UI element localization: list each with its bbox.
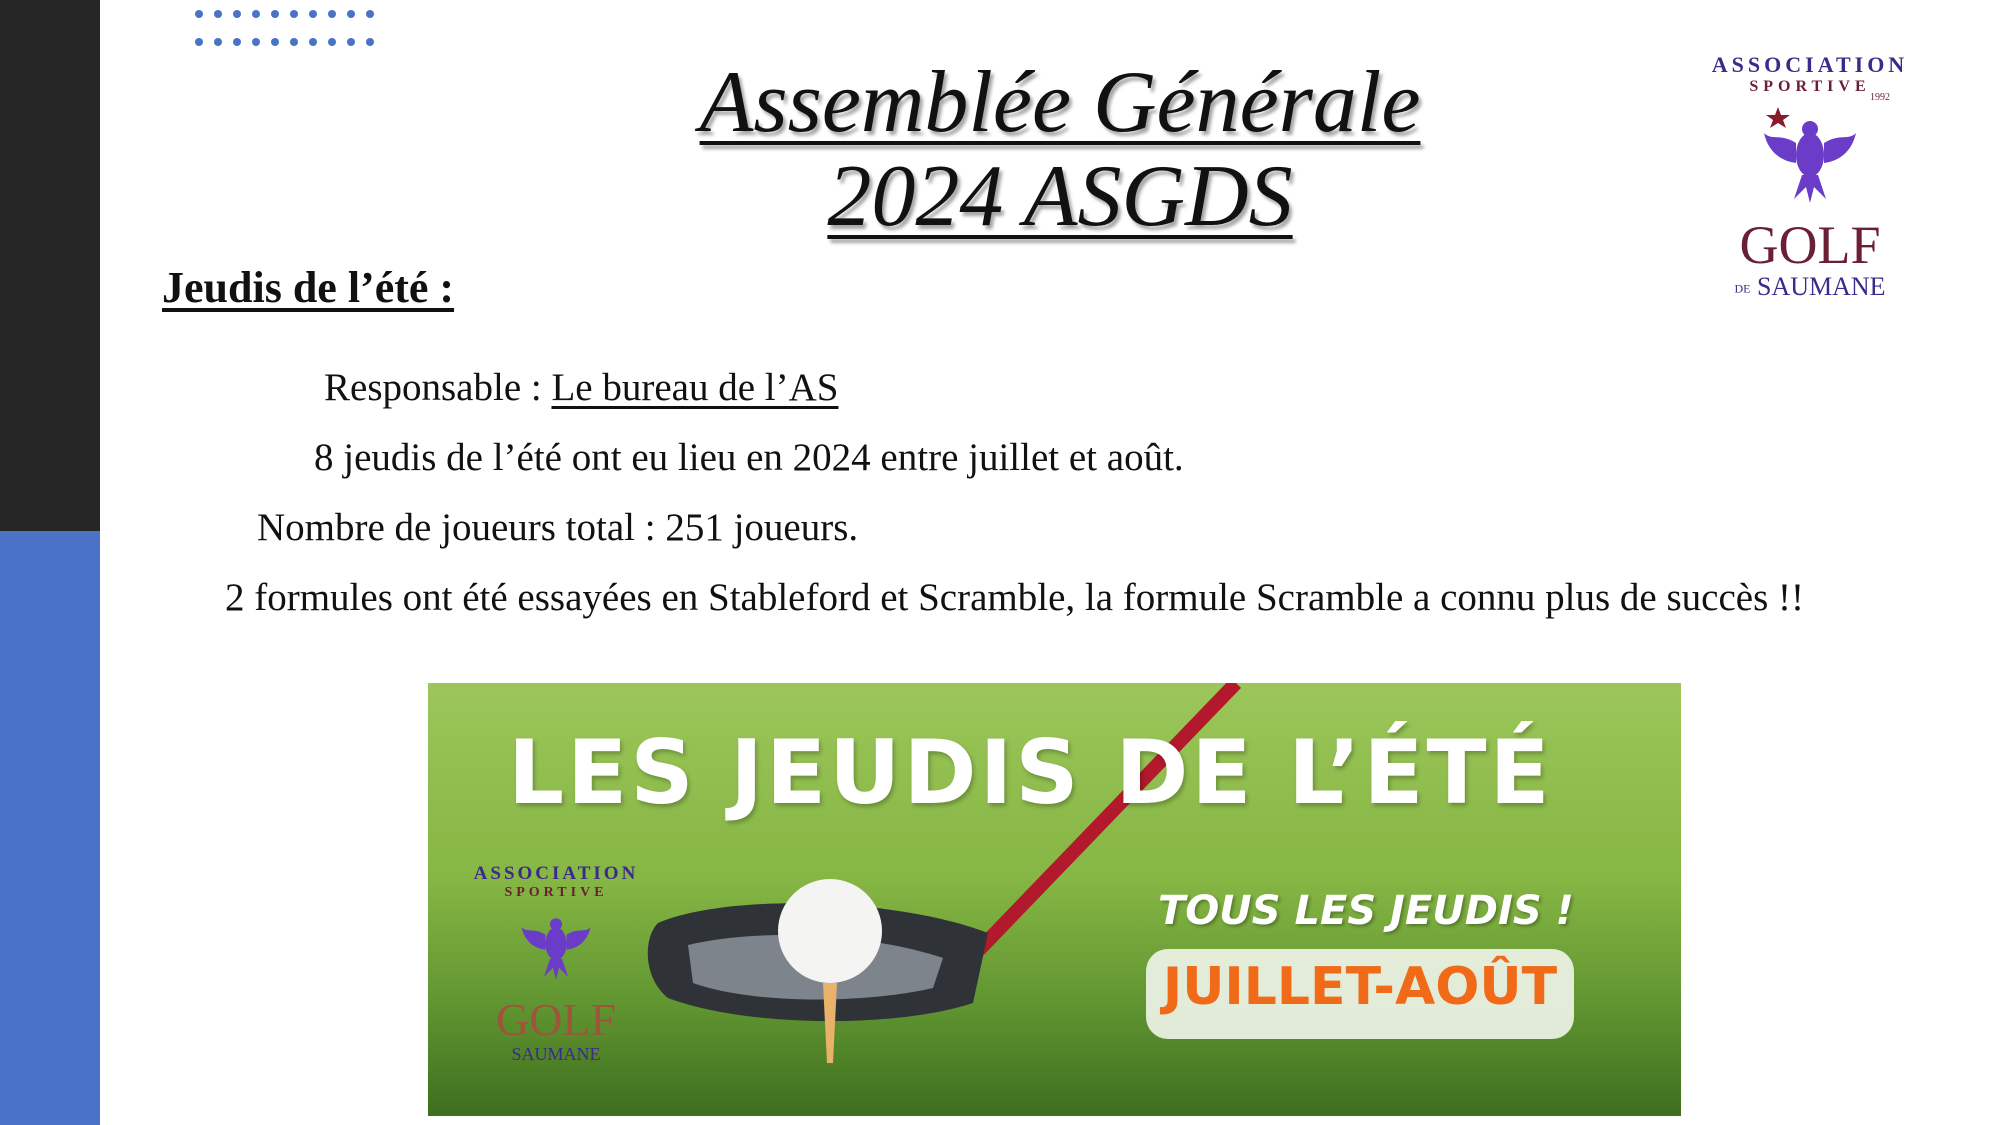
decorative-dot bbox=[347, 10, 355, 18]
logo-sportive-text: SPORTIVE bbox=[1749, 78, 1871, 95]
banner-months-text: JUILLET-AOÛT bbox=[1162, 957, 1558, 1017]
decorative-dot bbox=[233, 38, 241, 46]
responsable-label: Responsable : bbox=[324, 366, 552, 409]
decorative-dot bbox=[290, 38, 298, 46]
decorative-dot bbox=[366, 10, 374, 18]
decorative-dot bbox=[252, 38, 260, 46]
banner-logo-saumane-text: SAUMANE bbox=[511, 1044, 601, 1064]
events-count-line: 8 jeudis de l’été ont eu lieu en 2024 entre juillet et août. bbox=[314, 436, 1184, 479]
slide-title-line1: Assemblée Générale bbox=[699, 54, 1421, 151]
decorative-dot bbox=[195, 38, 203, 46]
responsable-line bbox=[324, 365, 838, 410]
decorative-dot bbox=[347, 38, 355, 46]
decorative-dot bbox=[271, 38, 279, 46]
banner-association-logo bbox=[466, 863, 646, 1065]
decorative-dot bbox=[271, 10, 279, 18]
formats-line: 2 formules ont été essayées en Stableford et Scramble, la formule Scramble a connu plus de succès !! bbox=[225, 576, 1804, 619]
decorative-dot bbox=[214, 10, 222, 18]
decorative-dot bbox=[328, 38, 336, 46]
logo-golf-text: GOLF bbox=[1739, 215, 1881, 275]
responsable-value: Le bureau de l’AS bbox=[551, 366, 839, 409]
logo-association-text: ASSOCIATION bbox=[1711, 52, 1909, 77]
banner-subtitle: TOUS LES JEUDIS ! bbox=[1158, 888, 1574, 934]
logo-de-text: DE bbox=[1734, 281, 1751, 296]
logo-saumane-word: SAUMANE bbox=[1756, 272, 1886, 301]
banner-title: LES JEUDIS DE L’ÉTÉ bbox=[508, 721, 1553, 824]
players-total-line: Nombre de joueurs total : 251 joueurs. bbox=[257, 506, 859, 549]
event-banner-image bbox=[428, 683, 1681, 1116]
banner-logo-golf-text: GOLF bbox=[495, 994, 617, 1045]
decorative-dot bbox=[195, 10, 203, 18]
banner-logo-association-text: ASSOCIATION bbox=[473, 863, 639, 884]
eagle-emblem-icon bbox=[1750, 103, 1870, 213]
slide-title-line2: 2024 ASGDS bbox=[827, 148, 1293, 245]
logo-year: 1992 bbox=[1870, 92, 1890, 103]
logo-saumane-text bbox=[1700, 272, 1920, 302]
decorative-dot bbox=[214, 38, 222, 46]
decorative-dot bbox=[309, 38, 317, 46]
section-heading: Jeudis de l’été : bbox=[162, 263, 455, 312]
decorative-dot bbox=[328, 10, 336, 18]
banner-logo-sportive-text: SPORTIVE bbox=[504, 885, 608, 900]
decorative-dot bbox=[252, 10, 260, 18]
decorative-dot bbox=[233, 10, 241, 18]
dot-pattern-decoration bbox=[195, 10, 395, 55]
banner-eagle-emblem-icon bbox=[511, 901, 601, 991]
sidebar-dark-band bbox=[0, 0, 100, 531]
decorative-dot bbox=[366, 38, 374, 46]
sidebar-blue-band bbox=[0, 531, 100, 1125]
association-logo bbox=[1700, 52, 1920, 302]
decorative-dot bbox=[309, 10, 317, 18]
decorative-dot bbox=[290, 10, 298, 18]
slide-title bbox=[500, 56, 1620, 244]
